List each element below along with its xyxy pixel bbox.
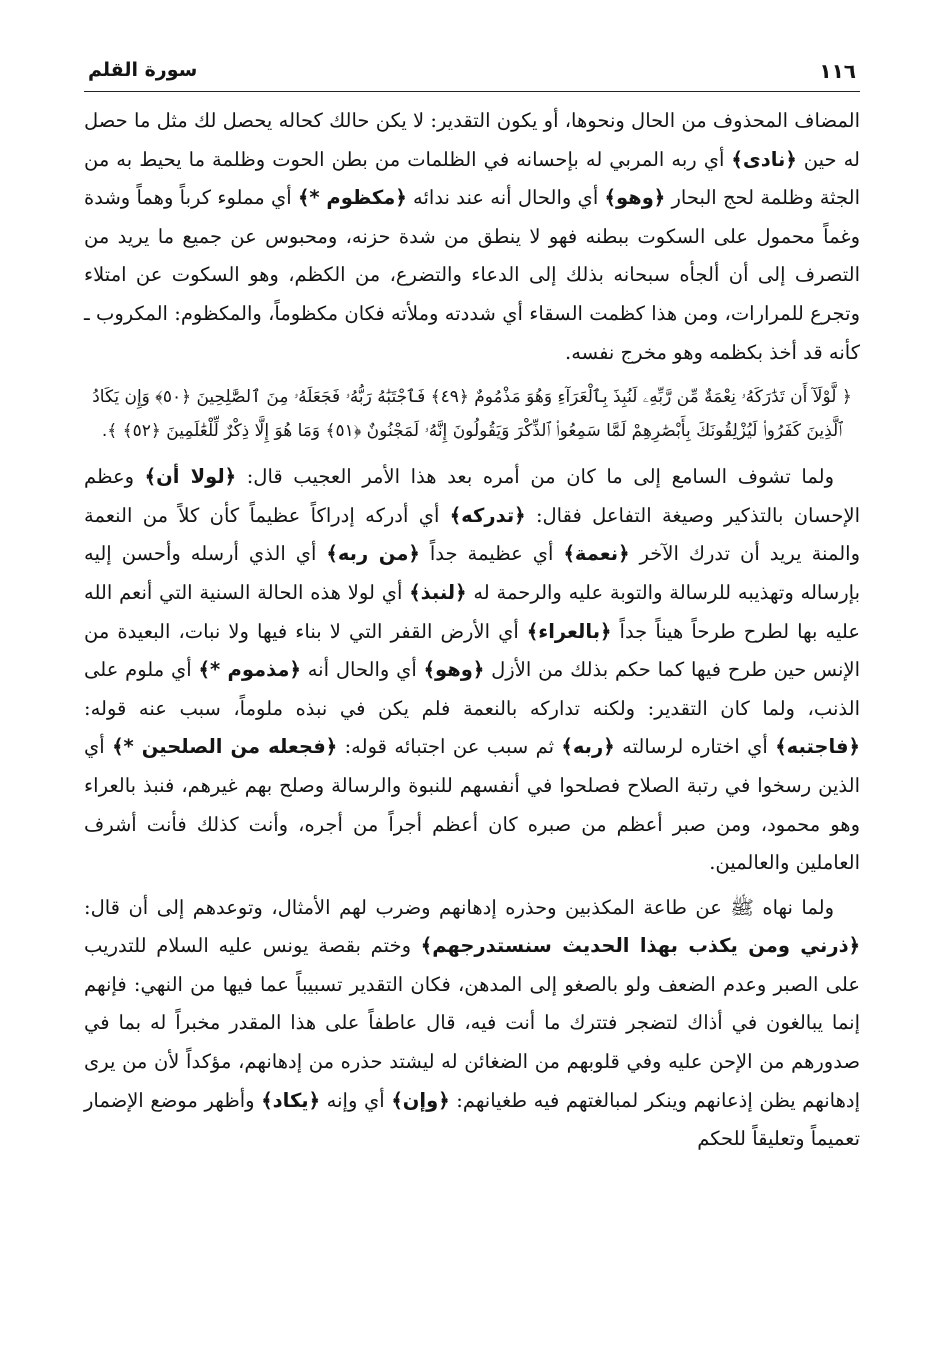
quran-verse-block (88, 380, 856, 448)
quran-quote: ﴿نادى﴾ (731, 147, 797, 171)
text-run: ولما تشوف السامع إلى ما كان من أمره بعد هذا الأمر العجيب قال: (236, 465, 834, 489)
text-run: أي اختاره لرسالته (614, 735, 776, 759)
page-header (84, 55, 860, 92)
quran-quote: ﴿يكاد﴾ (261, 1088, 321, 1112)
paragraph-commentary-2 (84, 458, 860, 883)
text-run: أي أدركه إدراكاً عظيماً كأن كلاً من النعمة والمنة يريد أن تدرك الآخر (84, 503, 860, 566)
quran-quote: ﴿مكظوم *﴾ (297, 186, 407, 210)
text-run: أي الأرض القفر التي لا بناء فيها ولا نبات، البعيدة من الإنس حين طرح فيها كما حكم بذلك من الأزل (84, 619, 861, 682)
text-run: أي الذي أرسله وأحسن إليه بإرساله وتهذيبه للرسالة والتوبة عليه والرحمة له (84, 542, 861, 604)
quran-quote: ﴿ربه﴾ (561, 735, 615, 759)
quran-quote: ﴿وهو﴾ (604, 186, 666, 210)
quran-quote: ﴿لنبذ﴾ (409, 580, 467, 604)
text-run: أي الذين رسخوا في رتبة الصلاح فصلحوا في أنفسهم للنبوة والرسالة وصلح بهم غيرهم، فنبذ بالعراء وهو محمود، ومن صبر أعظم من صبره كان أعظم أجراً من أجره، وأنت كذلك فأنت أشرف العاملين والعالمين. (84, 735, 860, 875)
paragraph-commentary-1 (84, 102, 860, 372)
text-run: ولما نهاه ﷺ عن طاعة المكذبين وحذره إدهانهم وضرب لهم الأمثال، وتوعدهم إلى أن قال: (84, 895, 834, 919)
text-run: أي والحال أنه (300, 658, 424, 682)
text-run: ﴿ لَّوْلَآ أَن تَدَٰرَكَهُۥ نِعْمَةٌ مِّن رَّبِّهِۦ لَنُبِذَ بِٱلْعَرَآءِ وَهُوَ مَذْمُومٌ ﴿٤٩﴾ فَٱجْتَبَٰهُ رَبُّهُۥ فَجَعَلَهُۥ مِنَ ٱلصَّٰلِحِينَ ﴿٥٠﴾ وَإِن يَكَادُ ٱلَّذِينَ كَفَرُوا۟ لَيُزْلِقُونَكَ بِأَبْصَٰرِهِمْ لَمَّا سَمِعُوا۟ ٱلذِّكْرَ وَيَقُولُونَ إِنَّهُۥ لَمَجْنُونٌ ﴿٥١﴾ وَمَا هُوَ إِلَّا ذِكْرٌ لِّلْعَٰلَمِينَ ﴿٥٢﴾ ﴾. (92, 387, 852, 442)
text-run: أي وإنه (320, 1088, 392, 1112)
paragraph-commentary-3 (84, 889, 860, 1159)
quran-quote: ﴿مذموم *﴾ (198, 658, 301, 682)
quran-quote: ﴿فاجتبه﴾ (775, 735, 860, 759)
text-run: وعظم الإحسان بالتذكير وصيغة التفاعل فقال: (84, 465, 860, 527)
surah-title: سورة القلم (88, 59, 198, 81)
text-run: المضاف المحذوف من الحال ونحوها، أو يكون التقدير: لا يكن حالك كحاله يحصل لك مثل ما حصل له حين (84, 109, 861, 171)
text-run: أي مملوء كرباً وهماً وشدة وغماً محمول على السكوت ببطنه فهو لا ينطق من شدة حزنه، ومحبوس عن جميع ما يريد من التصرف إلى أن ألجأه سبحانه بذلك إلى الدعاء والتضرع، من الكظم، وهو السكوت عن امتلاء وتجرع للمرارات، ومن هذا كظمت السقاء أي شددته وملأته فكان مكظوماً، والمكظوم: المكروب ـ كأنه قد أخذ بكظمه وهو مخرج نفسه. (84, 186, 860, 364)
quran-quote: ﴿بالعراء﴾ (526, 619, 612, 643)
text-run: وأظهر موضع الإضمار تعميماً وتعليقاً للحكم (84, 1088, 860, 1151)
text-run: ثم سبب عن اجتبائه قوله: (337, 735, 562, 759)
text-run: وختم بقصة يونس عليه السلام للتدريب على الصبر وعدم الضعف ولو بالصغو إلى المدهن، فكان التقدير تسبيباً عما فيها من النهي: فإنهم إنما يبالغون في أذاك لتضجر فتترك ما أنت فيه، قال عاطفاً على هذا المقدر مخبراً له بما في صدورهم من الإحن عليه وفي قلوبهم من الضغائن له ليشتد حذره من إدهانهم، مؤكداً لأن من يرى إدهانهم يظن إذعانهم وينكر لمبالغتهم فيه طغيانهم: (84, 934, 860, 1112)
text-run: أي ربه المربي له بإحسانه في الظلمات من بطن الحوت وظلمة ما يحيط به من الجثة وظلمة لحج البحار (84, 147, 860, 210)
quran-quote: ﴿وإن﴾ (391, 1088, 450, 1112)
quran-quote: ﴿فجعله من الصلحين *﴾ (112, 735, 338, 759)
quran-quote: ﴿من ربه﴾ (326, 542, 420, 566)
quran-quote: ﴿نعمة﴾ (563, 542, 630, 566)
quran-quote: ﴿وهو﴾ (423, 658, 485, 682)
page-number: ١١٦ (819, 59, 856, 83)
quran-quote: ﴿تدركه﴾ (449, 503, 526, 527)
quran-quote: ﴿ذرني ومن يكذب بهذا الحديث سنستدرجهم﴾ (420, 934, 861, 958)
page-body (84, 102, 860, 1159)
text-run: أي لولا هذه الحالة السنية التي أنعم الله عليه بها لطرح طرحاً هيناً جداً (84, 580, 860, 643)
text-run: أي عظيمة جداً (419, 542, 564, 566)
text-run: أي والحال أنه عند ندائه (406, 186, 605, 210)
text-run: أي ملوم على الذنب، ولما كان التقدير: ولكنه تداركه بالنعمة فلم يكن في نبذه ملوماً، سبب عنه قوله: (84, 658, 860, 720)
quran-quote: ﴿لولا أن﴾ (144, 465, 237, 489)
